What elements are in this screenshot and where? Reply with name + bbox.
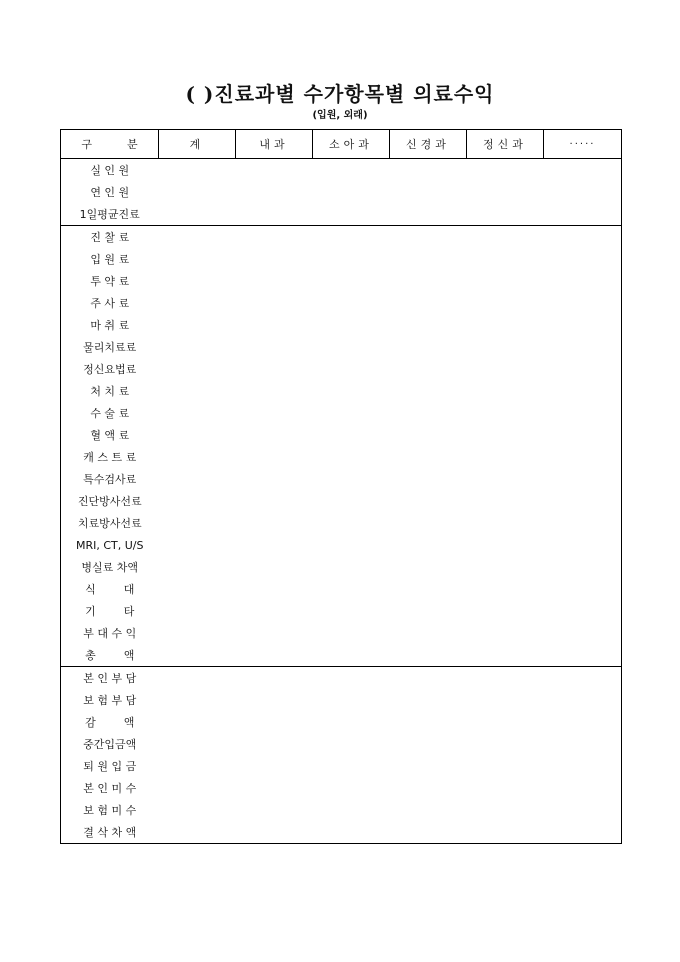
header-internal-medicine: 내과	[236, 130, 313, 159]
table-cell	[467, 358, 544, 380]
table-cell	[159, 667, 236, 690]
table-cell	[313, 468, 390, 490]
table-cell	[236, 667, 313, 690]
table-cell	[390, 556, 467, 578]
table-cell	[467, 159, 544, 182]
table-cell	[390, 799, 467, 821]
table-cell	[544, 270, 622, 292]
table-cell	[390, 821, 467, 844]
table-row	[61, 468, 622, 490]
table-row	[61, 159, 622, 182]
table-cell	[236, 777, 313, 799]
table-cell	[390, 733, 467, 755]
table-cell	[313, 512, 390, 534]
table-cell	[313, 358, 390, 380]
table-cell	[467, 402, 544, 424]
table-cell	[390, 689, 467, 711]
table-cell	[236, 270, 313, 292]
table-cell	[390, 292, 467, 314]
table-row	[61, 755, 622, 777]
table-cell	[390, 600, 467, 622]
table-cell	[544, 181, 622, 203]
table-row	[61, 402, 622, 424]
row-label: 결 삭 차 액	[61, 821, 159, 844]
table-cell	[236, 468, 313, 490]
table-cell	[236, 689, 313, 711]
table-cell	[313, 490, 390, 512]
row-label: 실 인 원	[61, 159, 159, 182]
table-cell	[159, 424, 236, 446]
table-cell	[544, 402, 622, 424]
table-cell	[159, 689, 236, 711]
table-cell	[467, 534, 544, 556]
row-label: 치료방사선료	[61, 512, 159, 534]
table-cell	[467, 733, 544, 755]
table-cell	[313, 578, 390, 600]
table-cell	[159, 446, 236, 468]
table-cell	[467, 667, 544, 690]
table-cell	[236, 248, 313, 270]
table-cell	[236, 402, 313, 424]
table-cell	[236, 358, 313, 380]
table-cell	[313, 600, 390, 622]
table-cell	[313, 203, 390, 226]
table-cell	[159, 821, 236, 844]
table-cell	[467, 578, 544, 600]
table-row	[61, 270, 622, 292]
table-cell	[390, 512, 467, 534]
table-cell	[159, 314, 236, 336]
table-row	[61, 667, 622, 690]
document-subtitle: (입원, 외래)	[312, 110, 368, 121]
table-cell	[390, 578, 467, 600]
table-cell	[467, 424, 544, 446]
table-cell	[467, 622, 544, 644]
row-label: 기 타	[61, 600, 159, 622]
table-cell	[236, 733, 313, 755]
table-cell	[467, 314, 544, 336]
table-cell	[390, 490, 467, 512]
table-cell	[236, 622, 313, 644]
table-cell	[544, 468, 622, 490]
table-cell	[544, 446, 622, 468]
table-row	[61, 248, 622, 270]
table-cell	[313, 777, 390, 799]
table-row	[61, 644, 622, 667]
table-cell	[390, 644, 467, 667]
table-cell	[467, 799, 544, 821]
row-label: 혈 액 료	[61, 424, 159, 446]
table-cell	[467, 181, 544, 203]
table-cell	[544, 248, 622, 270]
table-cell	[544, 358, 622, 380]
table-cell	[544, 512, 622, 534]
table-cell	[544, 644, 622, 667]
table-cell	[313, 711, 390, 733]
table-cell	[159, 181, 236, 203]
table-cell	[544, 534, 622, 556]
table-cell	[313, 314, 390, 336]
row-label: 처 치 료	[61, 380, 159, 402]
table-cell	[390, 226, 467, 249]
table-cell	[467, 512, 544, 534]
table-cell	[390, 380, 467, 402]
table-row	[61, 512, 622, 534]
row-label: 진 찰 료	[61, 226, 159, 249]
table-cell	[467, 490, 544, 512]
table-cell	[467, 777, 544, 799]
table-cell	[390, 314, 467, 336]
table-row	[61, 181, 622, 203]
row-label: 주 사 료	[61, 292, 159, 314]
table-cell	[159, 490, 236, 512]
table-cell	[313, 733, 390, 755]
table-cell	[544, 336, 622, 358]
table-row	[61, 622, 622, 644]
table-row	[61, 534, 622, 556]
table-cell	[467, 821, 544, 844]
table-cell	[313, 336, 390, 358]
table-cell	[390, 534, 467, 556]
table-cell	[159, 600, 236, 622]
table-cell	[467, 203, 544, 226]
table-cell	[313, 689, 390, 711]
row-label: MRI, CT, U/S	[61, 534, 159, 556]
table-cell	[467, 468, 544, 490]
table-cell	[390, 248, 467, 270]
table-cell	[236, 490, 313, 512]
table-cell	[313, 159, 390, 182]
table-cell	[467, 226, 544, 249]
table-cell	[467, 292, 544, 314]
row-label: 캐 스 트 료	[61, 446, 159, 468]
table-cell	[313, 755, 390, 777]
table-cell	[313, 644, 390, 667]
table-cell	[236, 203, 313, 226]
row-label: 병실료 차액	[61, 556, 159, 578]
table-cell	[467, 755, 544, 777]
table-cell	[159, 159, 236, 182]
row-label: 마 취 료	[61, 314, 159, 336]
table-cell	[159, 512, 236, 534]
table-cell	[159, 711, 236, 733]
table-cell	[236, 181, 313, 203]
table-cell	[236, 578, 313, 600]
table-row	[61, 424, 622, 446]
row-label: 본 인 부 담	[61, 667, 159, 690]
table-cell	[159, 556, 236, 578]
table-cell	[544, 667, 622, 690]
table-cell	[544, 799, 622, 821]
table-cell	[159, 644, 236, 667]
table-cell	[544, 490, 622, 512]
header-total: 계	[159, 130, 236, 159]
table-cell	[313, 799, 390, 821]
header-category: 구 분	[61, 130, 159, 159]
table-row	[61, 226, 622, 249]
table-cell	[159, 402, 236, 424]
row-label: 투 약 료	[61, 270, 159, 292]
header-pediatrics: 소아과	[313, 130, 390, 159]
row-label: 물리치료료	[61, 336, 159, 358]
table-cell	[159, 755, 236, 777]
table-cell	[544, 203, 622, 226]
table-cell	[544, 226, 622, 249]
table-cell	[236, 534, 313, 556]
table-cell	[236, 711, 313, 733]
header-psychiatry: 정신과	[467, 130, 544, 159]
table-cell	[236, 512, 313, 534]
row-label: 1일평균진료	[61, 203, 159, 226]
table-cell	[467, 446, 544, 468]
table-cell	[390, 336, 467, 358]
row-label: 감 액	[61, 711, 159, 733]
table-cell	[236, 424, 313, 446]
table-cell	[544, 777, 622, 799]
table-cell	[236, 226, 313, 249]
table-cell	[236, 799, 313, 821]
row-label: 중간입금액	[61, 733, 159, 755]
table-cell	[159, 226, 236, 249]
table-cell	[390, 777, 467, 799]
table-cell	[236, 600, 313, 622]
table-cell	[313, 667, 390, 690]
table-cell	[467, 711, 544, 733]
table-cell	[236, 446, 313, 468]
table-row	[61, 314, 622, 336]
table-cell	[544, 292, 622, 314]
table-cell	[236, 314, 313, 336]
table-cell	[159, 777, 236, 799]
table-cell	[159, 578, 236, 600]
table-cell	[159, 248, 236, 270]
table-cell	[544, 600, 622, 622]
table-row	[61, 600, 622, 622]
table-row	[61, 203, 622, 226]
table-cell	[313, 534, 390, 556]
table-row	[61, 821, 622, 844]
revenue-table	[60, 129, 622, 844]
table-row	[61, 490, 622, 512]
table-cell	[390, 468, 467, 490]
table-cell	[467, 336, 544, 358]
table-row	[61, 777, 622, 799]
table-cell	[467, 644, 544, 667]
row-label: 진단방사선료	[61, 490, 159, 512]
table-cell	[159, 468, 236, 490]
table-header-row	[61, 130, 622, 159]
table-cell	[544, 380, 622, 402]
table-cell	[313, 270, 390, 292]
table-cell	[313, 226, 390, 249]
table-cell	[390, 358, 467, 380]
table-cell	[236, 755, 313, 777]
table-cell	[236, 644, 313, 667]
row-label: 본 인 미 수	[61, 777, 159, 799]
table-cell	[467, 270, 544, 292]
row-label: 부 대 수 익	[61, 622, 159, 644]
table-cell	[159, 733, 236, 755]
table-cell	[159, 622, 236, 644]
table-row	[61, 358, 622, 380]
table-cell	[544, 159, 622, 182]
table-cell	[544, 622, 622, 644]
table-cell	[159, 358, 236, 380]
table-cell	[544, 424, 622, 446]
table-cell	[159, 270, 236, 292]
table-cell	[390, 711, 467, 733]
row-label: 입 원 료	[61, 248, 159, 270]
table-cell	[313, 292, 390, 314]
table-cell	[467, 248, 544, 270]
table-row	[61, 336, 622, 358]
table-cell	[159, 203, 236, 226]
table-row	[61, 689, 622, 711]
table-cell	[159, 799, 236, 821]
table-row	[61, 578, 622, 600]
table-cell	[313, 248, 390, 270]
table-cell	[544, 578, 622, 600]
row-label: 수 술 료	[61, 402, 159, 424]
table-cell	[313, 446, 390, 468]
table-row	[61, 733, 622, 755]
table-row	[61, 380, 622, 402]
row-label: 퇴 원 입 금	[61, 755, 159, 777]
table-cell	[544, 733, 622, 755]
row-label: 정신요법료	[61, 358, 159, 380]
row-label: 특수검사료	[61, 468, 159, 490]
table-cell	[159, 380, 236, 402]
table-row	[61, 711, 622, 733]
table-cell	[544, 755, 622, 777]
table-cell	[390, 159, 467, 182]
table-cell	[467, 380, 544, 402]
table-cell	[236, 292, 313, 314]
table-cell	[313, 402, 390, 424]
row-label: 보 험 부 담	[61, 689, 159, 711]
table-cell	[313, 821, 390, 844]
table-cell	[467, 689, 544, 711]
table-cell	[159, 292, 236, 314]
table-cell	[390, 667, 467, 690]
table-cell	[390, 402, 467, 424]
table-cell	[390, 755, 467, 777]
table-cell	[159, 336, 236, 358]
header-neurology: 신경과	[390, 130, 467, 159]
table-cell	[313, 424, 390, 446]
table-row	[61, 556, 622, 578]
table-cell	[236, 380, 313, 402]
table-row	[61, 799, 622, 821]
table-cell	[390, 203, 467, 226]
table-cell	[390, 446, 467, 468]
table-cell	[544, 821, 622, 844]
table-row	[61, 446, 622, 468]
table-cell	[159, 534, 236, 556]
table-cell	[236, 821, 313, 844]
row-label: 보 험 미 수	[61, 799, 159, 821]
table-cell	[467, 600, 544, 622]
table-cell	[236, 336, 313, 358]
table-cell	[544, 314, 622, 336]
table-cell	[313, 181, 390, 203]
header-more: ·····	[544, 130, 622, 159]
table-cell	[390, 622, 467, 644]
table-cell	[390, 270, 467, 292]
table-cell	[544, 556, 622, 578]
row-label: 총 액	[61, 644, 159, 667]
table-cell	[236, 159, 313, 182]
table-cell	[544, 689, 622, 711]
row-label: 식 대	[61, 578, 159, 600]
table-cell	[313, 622, 390, 644]
table-cell	[313, 556, 390, 578]
table-cell	[390, 424, 467, 446]
table-cell	[390, 181, 467, 203]
table-cell	[236, 556, 313, 578]
table-cell	[467, 556, 544, 578]
document-title: ( )진료과별 수가항목별 의료수익	[185, 82, 495, 106]
table-cell	[544, 711, 622, 733]
table-row	[61, 292, 622, 314]
row-label: 연 인 원	[61, 181, 159, 203]
table-cell	[313, 380, 390, 402]
